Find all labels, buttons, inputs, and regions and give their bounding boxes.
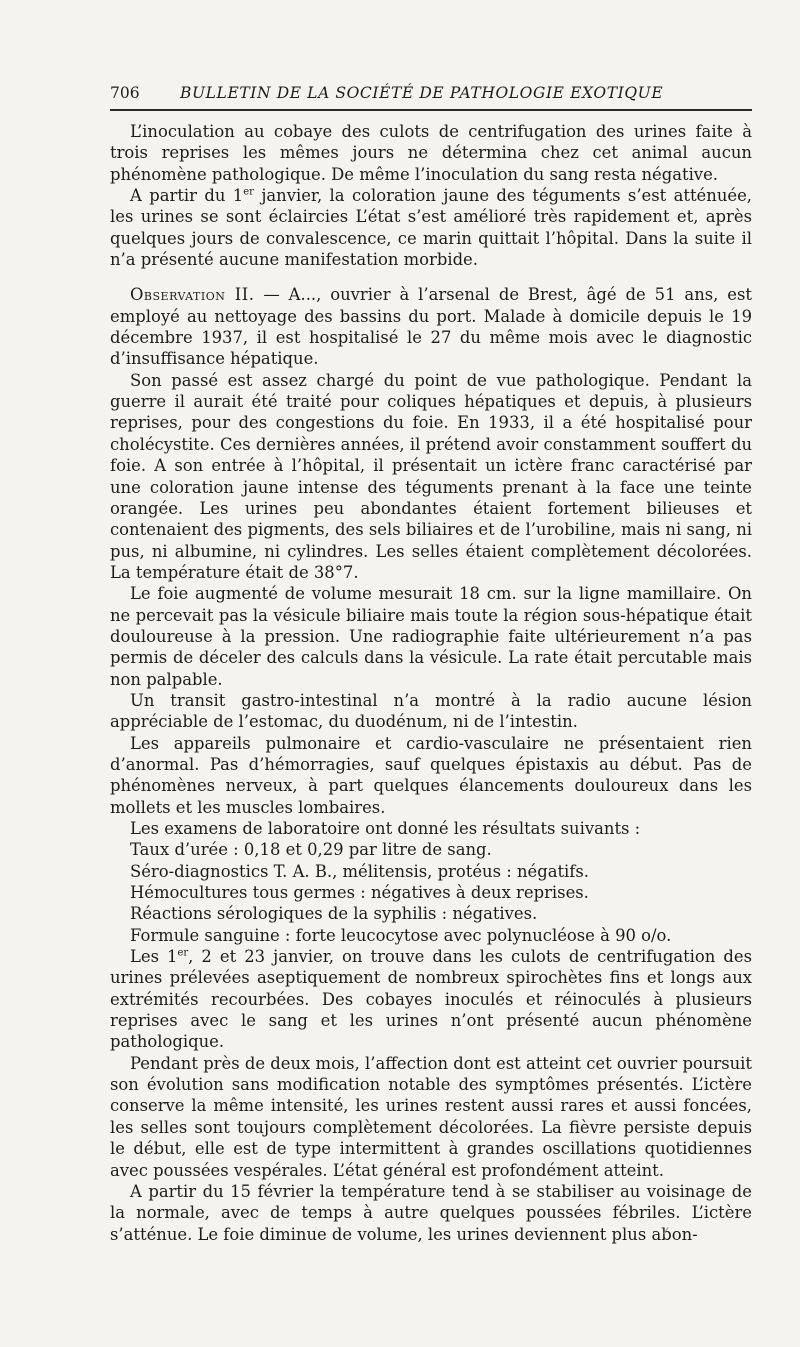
text-fragment: janvier, la coloration jaune des téguments s’est atténuée, les urines se sont éclaircies L’état s’est amélioré très rapidement et, après quelques jours de convalescence, ce marin quittait l’hôpital. Dans la suite il n’a présenté aucune manifestation morbide. [110,186,752,270]
paragraph-history: Son passé est assez chargé du point de vue pathologique. Pendant la guerre il aurait été traité pour coliques hépatiques et depuis, à plusieurs reprises, pour des congestions du foie. En 1933, il a été hospitalisé pour cholécystite. Ces dernières années, il prétend avoir constamment souffert du foie. A son entrée à l’hôpital, il présentait un ictère franc caractérisé par une coloration jaune intense des téguments prenant à la face une teinte orangée. Les urines peu abondantes étaient fortement bilieuses et contenaient des pigments, des sels biliaires et de l’urobiline, mais ni sang, ni pus, ni albumine, ni cylindres. Les selles étaient complètement décolorées. La température était de 38°7. [110,370,752,582]
lab-result-item: Formule sanguine : forte leucocytose avec polynucléose à 90 o/o. [130,925,672,945]
paragraph-transit: Un transit gastro-intestinal n’a montré à la radio aucune lésion appréciable de l’estomac, du duodénum, ni de l’intestin. [110,690,752,732]
page [110,84,752,1245]
lab-result-item: Séro-diagnostics T. A. B., mélitensis, protéus : négatifs. [130,861,589,881]
paragraph-evolution: Pendant près de deux mois, l’affection dont est atteint cet ouvrier poursuit son évolution sans modification notable des symptômes présentés. L’ictère conserve la même intensité, les urines restent aussi rares et aussi foncées, les selles sont toujours complètement décolorées. La fièvre persiste depuis le début, elle est de type intermittent à grandes oscillations quotidiennes avec poussées vespérales. L’état général est profondément atteint. [110,1053,752,1180]
lab-result-item: Taux d’urée : 0,18 et 0,29 par litre de sang. [130,840,492,860]
lab-result-item: Hémocultures tous germes : négatives à deux reprises. [130,883,589,903]
text-fragment: Les 1 [130,947,178,967]
page-number: 706 [110,84,140,102]
text-fragment: , 2 et 23 janvier, on trouve dans les culots de centrifugation des urines prélevées aseptiquement de nombreux spirochètes fins et longs aux extrémités recourbées. Des cobayes inoculés et réinoculés à plusieurs reprises avec le sang et les urines n’ont présenté aucun phénomène pathologique. [110,947,752,1052]
text-fragment: A partir du 1 [130,186,244,206]
paragraph-organs: Les appareils pulmonaire et cardio-vasculaire ne présentaient rien d’anormal. Pas d’hémorragies, sauf quelques épistaxis au début. Pas de phénomènes nerveux, à part quelques élancements douloureux dans les mollets et les muscles lombaires. [110,733,752,817]
paragraph-spirochetes [110,946,752,1053]
header-rule [110,109,752,111]
running-title: BULLETIN DE LA SOCIÉTÉ DE PATHOLOGIE EXOTIQUE [180,84,664,102]
ordinal-superscript: er [177,947,189,959]
paragraph-january [110,185,752,270]
observation-text: — A..., ouvrier à l’arsenal de Brest, âgé de 51 ans, est employé au nettoyage des bassins du port. Malade à domicile depuis le 19 décembre 1937, il est hospitalisé le 27 du même mois avec le diagnostic d’insuffisance hépatique. [110,285,752,369]
running-header [110,84,752,106]
ordinal-superscript: er [243,186,254,198]
paragraph-observation-ii [110,284,752,369]
observation-heading: Observation II. [130,285,255,305]
paragraph-liver: Le foie augmenté de volume mesurait 18 cm. sur la ligne mamillaire. On ne percevait pas la vésicule biliaire mais toute la région sous-hépatique était douloureuse à la pression. Une radiographie faite ultérieurement n’a pas permis de déceler des calculs dans la vésicule. La rate était percutable mais non palpable. [110,584,752,689]
paragraph-inoculation: L’inoculation au cobaye des culots de centrifugation des urines faite à trois reprises les mêmes jours ne détermina chez cet animal aucun phénomène pathologique. De même l’inoculation du sang resta négative. [110,122,752,184]
paragraph-february: A partir du 15 février la température tend à se stabiliser au voisinage de la normale, avec de temps à autre quelques poussées fébriles. L’ictère s’atténue. Le foie diminue de volume, les urines deviennent plus abon- [110,1181,752,1244]
paragraph-lab-intro: Les examens de laboratoire ont donné les résultats suivants : [130,819,641,838]
lab-results-list [110,839,752,946]
lab-result-item: Réactions sérologiques de la syphilis : négatives. [130,904,538,924]
article-body [110,121,752,1245]
